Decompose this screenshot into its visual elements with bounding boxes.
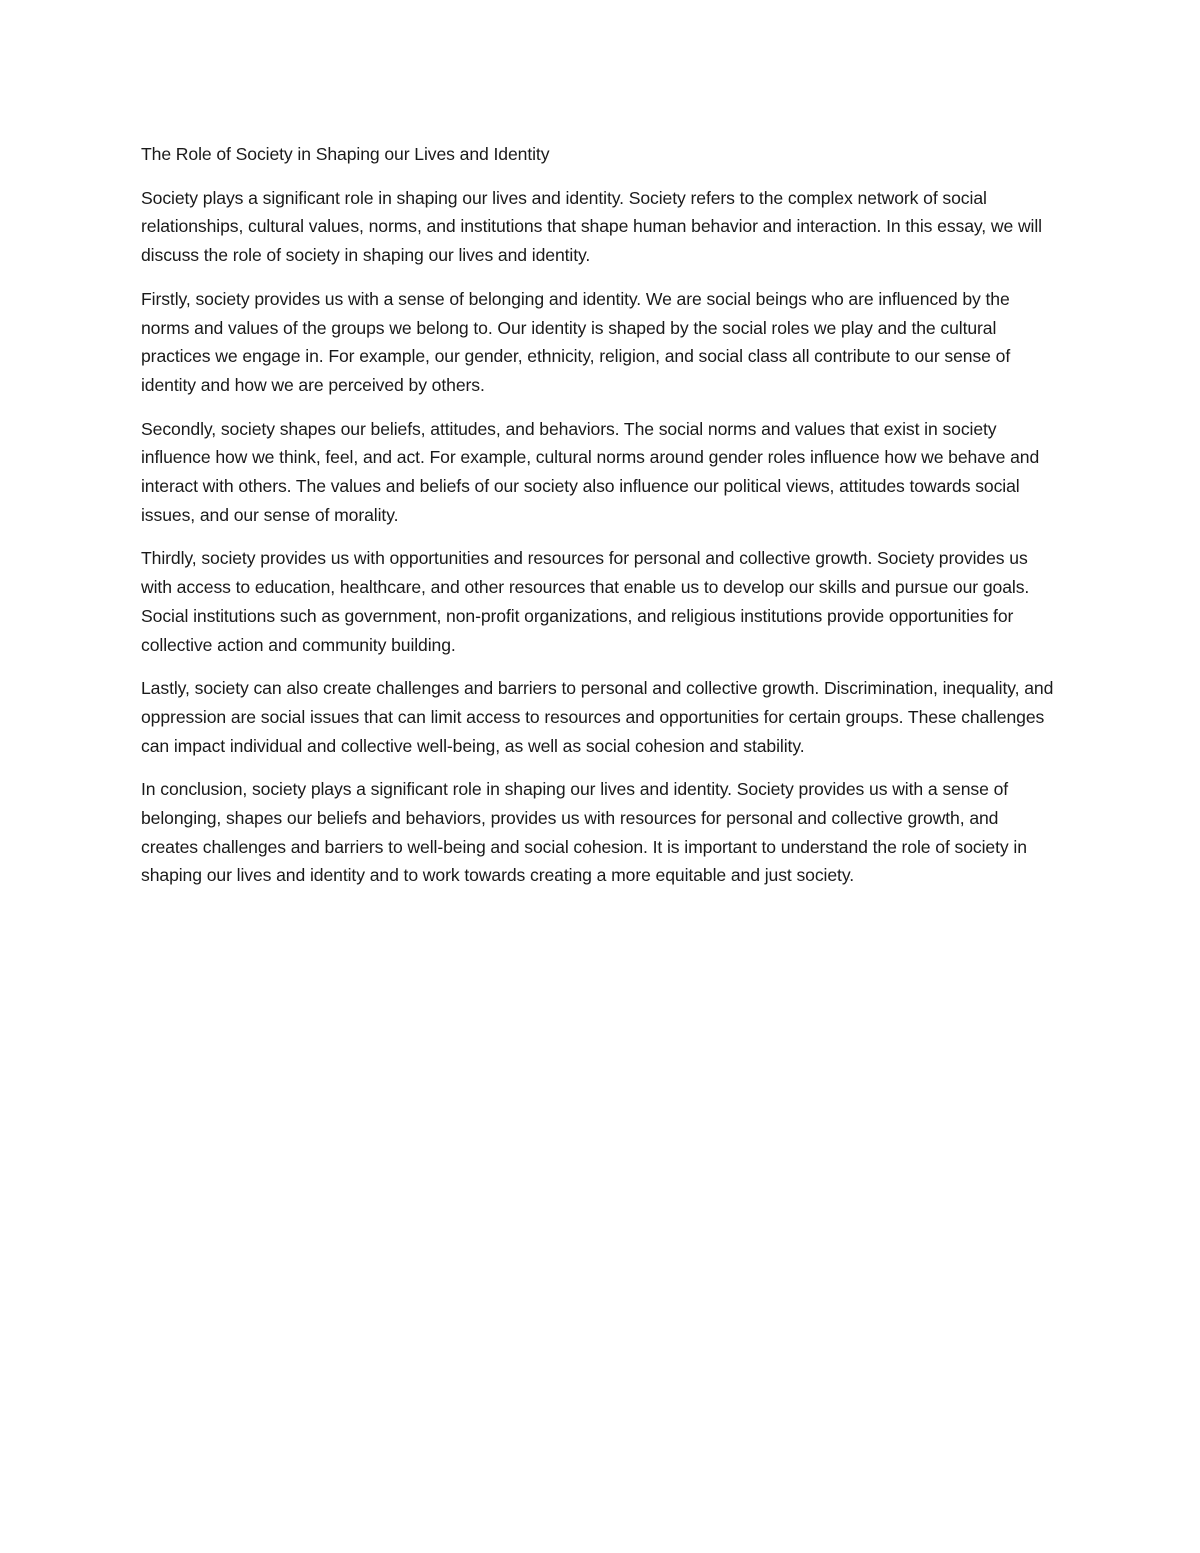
document-body (141, 140, 1059, 905)
paragraph-secondly: Secondly, society shapes our beliefs, attitudes, and behaviors. The social norms and values that exist in society influence how we think, feel, and act. For example, cultural norms around gender roles influence how we behave and interact with others. The values and beliefs of our society also influence our political views, attitudes towards social issues, and our sense of morality. (141, 418, 1040, 525)
document-title: The Role of Society in Shaping our Lives and Identity (141, 144, 550, 164)
paragraph-firstly: Firstly, society provides us with a sense of belonging and identity. We are social beings who are influenced by the norms and values of the groups we belong to. Our identity is shaped by the social roles we play and the cultural practices we engage in. For example, our gender, ethnicity, religion, and social class all contribute to our sense of identity and how we are perceived by others. (141, 288, 1011, 395)
paragraph-introduction: Society plays a significant role in shaping our lives and identity. Society refers to the complex network of social relationships, cultural values, norms, and institutions that shape human behavior and interaction. In this essay, we will discuss the role of society in shaping our lives and identity. (141, 187, 1042, 266)
paragraph-thirdly: Thirdly, society provides us with opportunities and resources for personal and collective growth. Society provides us with access to education, healthcare, and other resources that enable us to develop our skills and pursue our goals. Social institutions such as government, non-profit organizations, and religious institutions provide opportunities for collective action and community building. (141, 548, 1030, 655)
paragraph-conclusion: In conclusion, society plays a significant role in shaping our lives and identity. Society provides us with a sense of belonging, shapes our beliefs and behaviors, provides us with resources for personal and collective growth, and creates challenges and barriers to well-being and social cohesion. It is important to understand the role of society in shaping our lives and identity and to work towards creating a more equitable and just society. (141, 779, 1027, 886)
paragraph-lastly: Lastly, society can also create challenges and barriers to personal and collective growth. Discrimination, inequality, and oppression are social issues that can limit access to resources and opportunities for certain groups. These challenges can impact individual and collective well-being, as well as social cohesion and stability. (141, 678, 1054, 756)
